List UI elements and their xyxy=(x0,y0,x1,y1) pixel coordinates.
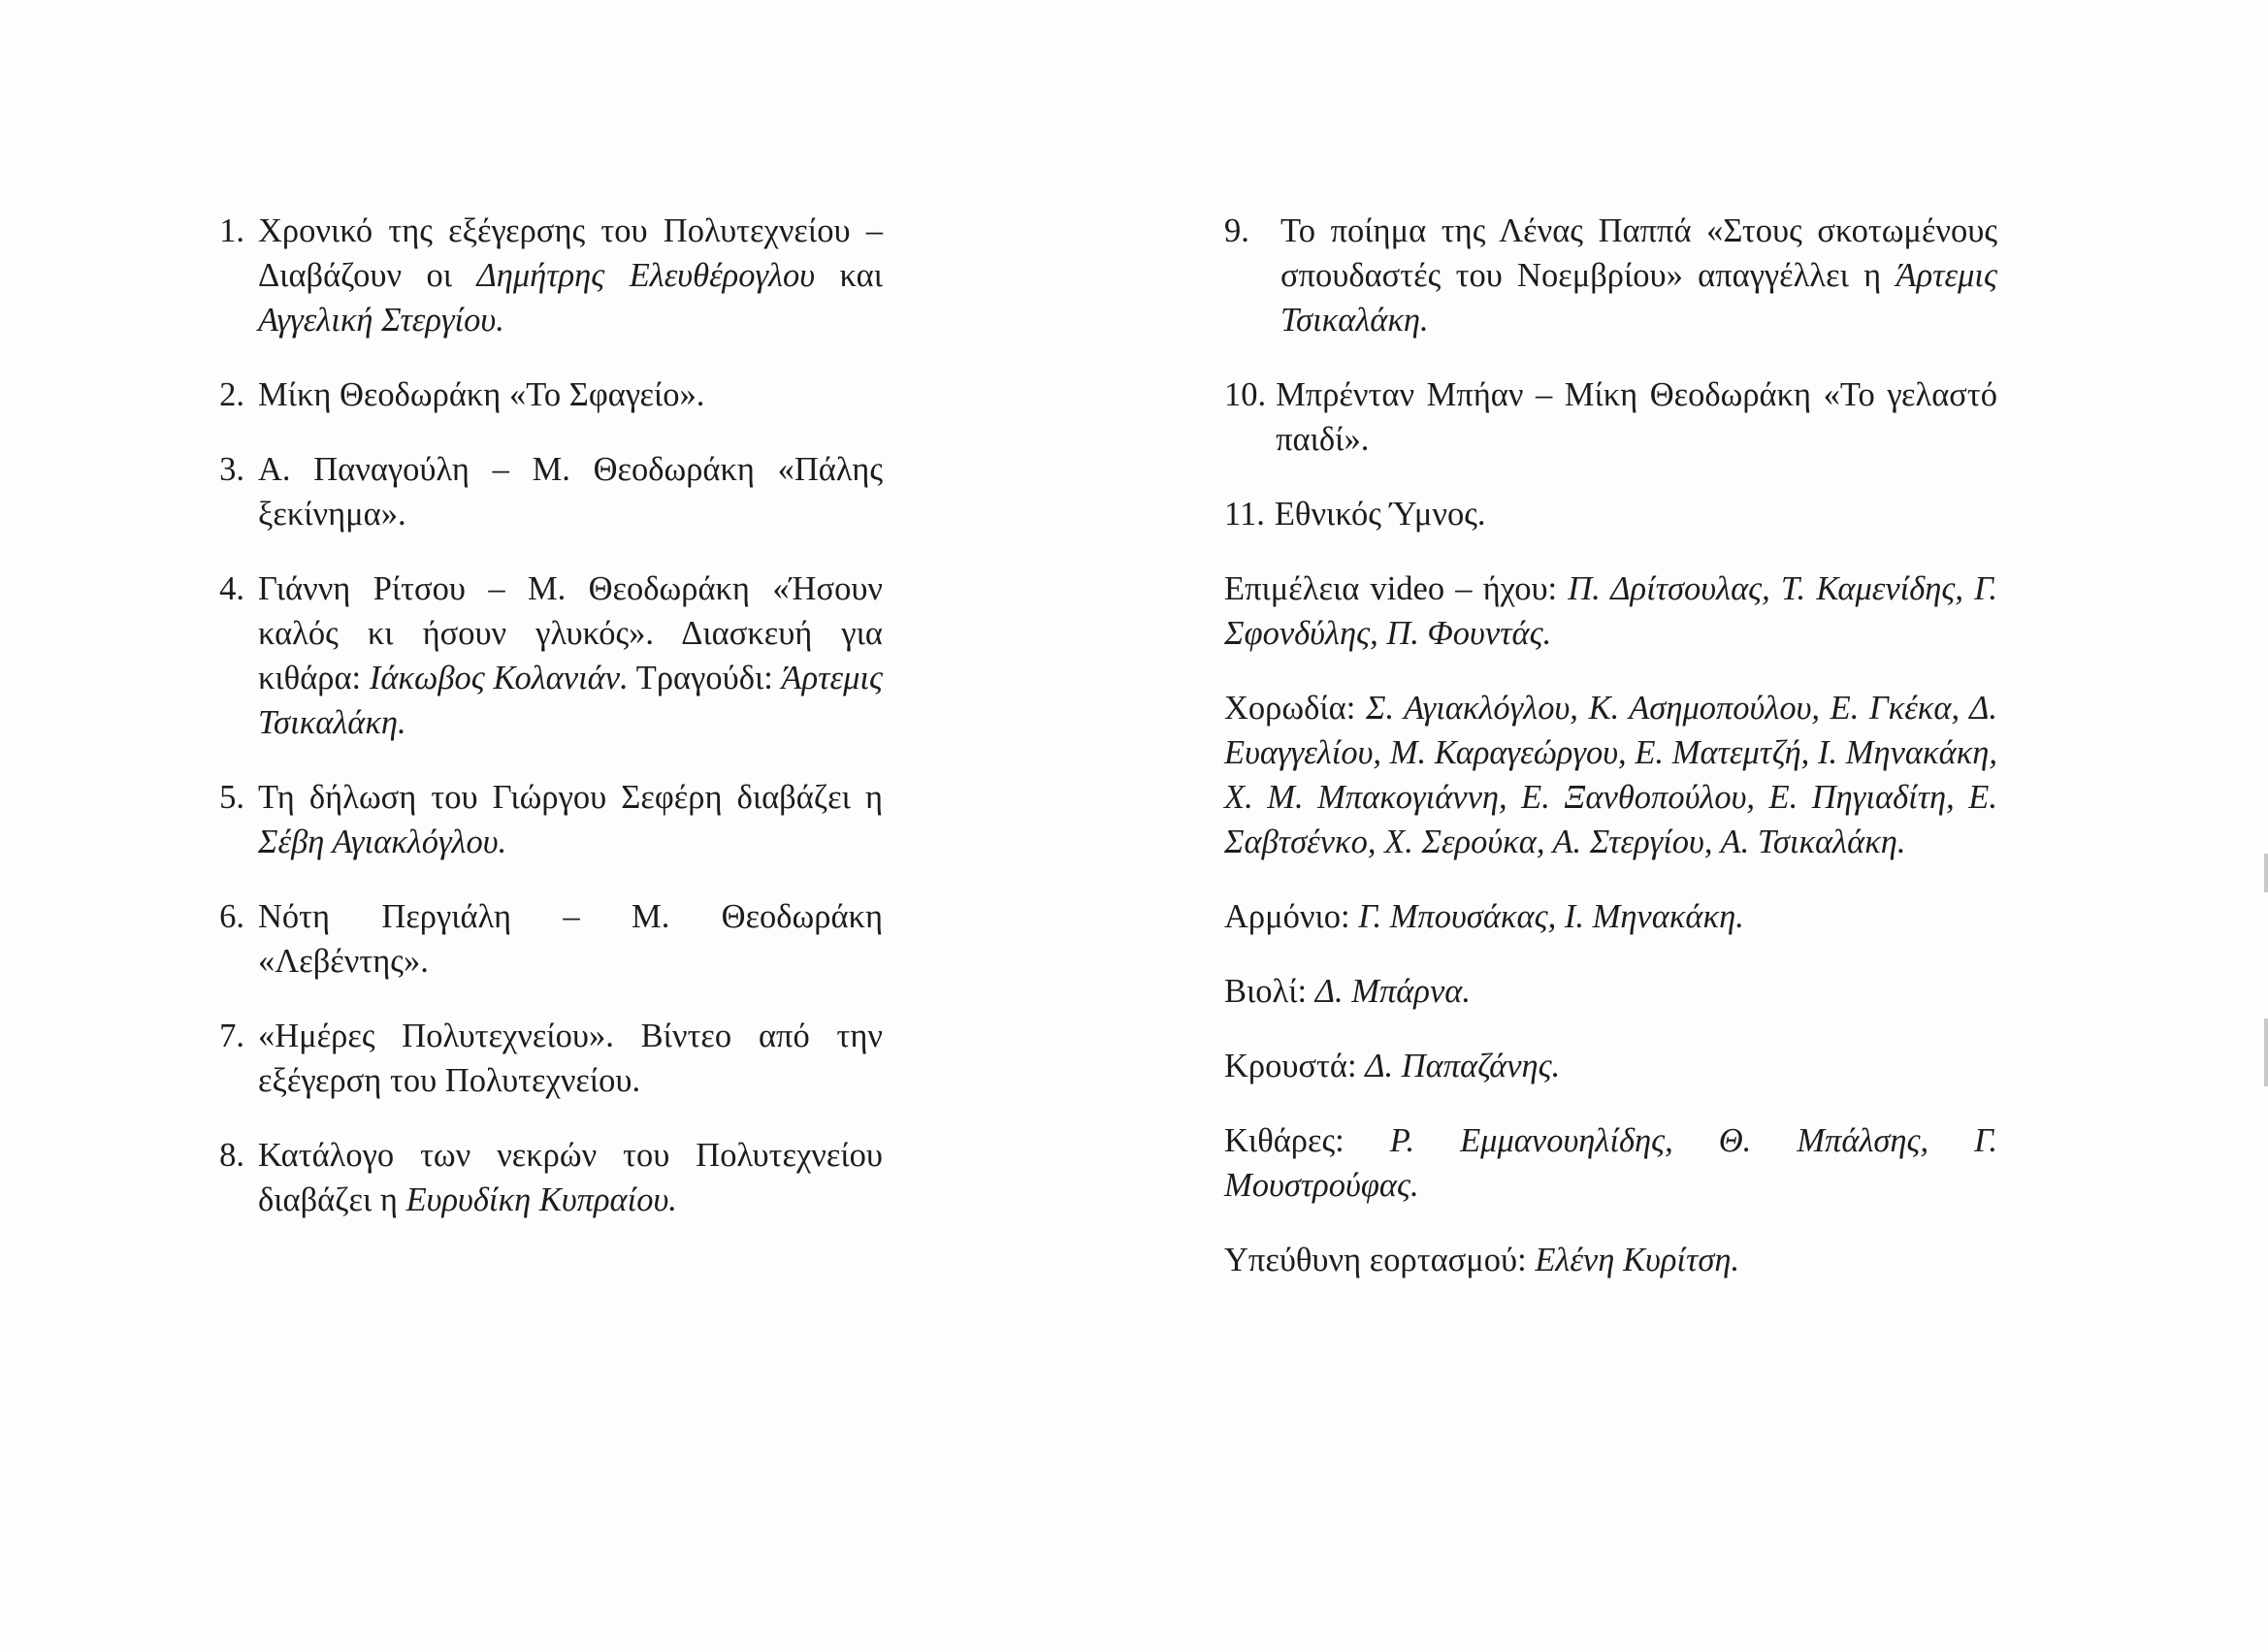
item-text-italic: Άρτεμις Τσικαλάκη. xyxy=(258,660,883,741)
credit-line xyxy=(1224,1044,1997,1088)
item-number: 10. xyxy=(1224,376,1267,413)
item-text-italic: Ιάκωβος Κολανιάν. xyxy=(369,660,629,696)
program-item xyxy=(196,894,883,984)
credit-label: Επιμέλεια video – ήχου: xyxy=(1224,570,1569,607)
item-text xyxy=(258,775,883,864)
item-text-segment: και xyxy=(815,257,883,294)
item-text xyxy=(258,372,883,417)
credit-label: Βιολί: xyxy=(1224,973,1315,1010)
credit-label: Χορωδία: xyxy=(1224,690,1366,727)
item-text-italic: Δημήτρης Ελευθέρογλου xyxy=(476,257,816,294)
item-text-italic: Αγγελική Στεργίου. xyxy=(258,302,504,339)
item-text-segment: Νότη Περγιάλη – Μ. Θεοδωράκη «Λεβέντης». xyxy=(258,898,883,980)
scan-edge-mark xyxy=(2264,1018,2268,1086)
credit-names: Δ. Μπάρνα. xyxy=(1314,973,1472,1010)
item-text-segment: Τραγούδι: xyxy=(628,660,782,696)
program-item xyxy=(196,566,883,745)
credit-names: Ελένη Κυρίτση. xyxy=(1535,1242,1740,1278)
credit-names: Δ. Παπαζάνης. xyxy=(1365,1048,1561,1084)
item-text-segment: Εθνικός Ύμνος. xyxy=(1274,496,1486,533)
credits-section xyxy=(1224,566,1997,1282)
item-number: 2. xyxy=(219,376,244,413)
item-text-italic: Άρτεμις Τσικαλάκη. xyxy=(1280,257,1997,339)
credit-line xyxy=(1224,566,1997,656)
program-list-right xyxy=(1224,209,1997,536)
item-text xyxy=(258,566,883,745)
item-text-segment: Α. Παναγούλη – Μ. Θεοδωράκη «Πάλης ξεκίνημα». xyxy=(258,451,883,533)
item-text-segment: Γιάννη Ρίτσου – Μ. Θεοδωράκη «Ήσουν καλός κι ήσουν γλυκός». Διασκευή για κιθάρα: xyxy=(258,570,883,696)
program-item xyxy=(196,1133,883,1222)
item-text-italic: Σέβη Αγιακλόγλου. xyxy=(258,824,507,860)
item-number: 5. xyxy=(219,779,244,816)
item-text-segment: Χρονικό της εξέγερσης του Πολυτεχνείου – Διαβάζουν οι xyxy=(258,212,883,294)
item-text xyxy=(258,447,883,536)
program-item xyxy=(196,775,883,864)
program-item xyxy=(1224,492,1997,536)
item-text xyxy=(258,1133,883,1222)
program-item xyxy=(196,372,883,417)
right-column xyxy=(1224,209,1997,1312)
left-column xyxy=(196,209,883,1252)
item-text xyxy=(1275,492,1997,536)
credit-line xyxy=(1224,894,1997,939)
item-text-segment: Μίκη Θεοδωράκη «Το Σφαγείο». xyxy=(258,376,705,413)
item-text-segment: Το ποίημα της Λένας Παππά «Στους σκοτωμένους σπουδαστές του Νοεμβρίου» απαγγέλλει η xyxy=(1280,212,1997,294)
item-text-italic: Ευρυδίκη Κυπραίου. xyxy=(405,1181,677,1218)
program-item xyxy=(196,1014,883,1103)
credit-label: Κιθάρες: xyxy=(1224,1122,1390,1159)
credit-label: Αρμόνιο: xyxy=(1224,898,1359,935)
item-number: 7. xyxy=(219,1018,244,1054)
item-number: 11. xyxy=(1224,496,1265,533)
scan-edge-mark xyxy=(2264,854,2268,892)
item-text xyxy=(1280,209,1997,342)
credit-names: Π. Δρίτσουλας, Τ. Καμενίδης, Γ. Σφονδύλης, Π. Φουντάς. xyxy=(1224,570,1997,652)
item-number: 4. xyxy=(219,570,244,607)
credit-line xyxy=(1224,1238,1997,1282)
credit-names: Γ. Μπουσάκας, Ι. Μηνακάκη. xyxy=(1358,898,1744,935)
item-number: 8. xyxy=(219,1137,244,1174)
item-number: 6. xyxy=(219,898,244,935)
credit-label: Κρουστά: xyxy=(1224,1048,1366,1084)
program-item xyxy=(196,447,883,536)
item-number: 3. xyxy=(219,451,244,488)
item-text xyxy=(258,894,883,984)
program-item xyxy=(196,209,883,342)
credit-label: Υπεύθυνη εορτασμού: xyxy=(1224,1242,1536,1278)
item-text-segment: Τη δήλωση του Γιώργου Σεφέρη διαβάζει η xyxy=(258,779,883,816)
item-text xyxy=(1276,372,1997,462)
item-text-segment: Μπρένταν Μπήαν – Μίκη Θεοδωράκη «Το γελαστό παιδί». xyxy=(1276,376,1997,458)
credit-names: Σ. Αγιακλόγλου, Κ. Ασημοπούλου, Ε. Γκέκα, Δ. Ευαγγελίου, Μ. Καραγεώργου, Ε. Ματεμτζή, Ι. Μηνακάκη, Χ. Μ. Μπακογιάννη, Ε. Ξανθοπούλου, Ε. Πηγιαδίτη, Ε. Σαβτσένκο, Χ. Σερούκα, Α. Στεργίου, Α. Τσικαλάκη. xyxy=(1224,690,1998,860)
item-text-segment: Κατάλογο των νεκρών του Πολυτεχνείου διαβάζει η xyxy=(258,1137,883,1218)
credit-line xyxy=(1224,686,1997,864)
item-text xyxy=(258,209,883,342)
program-item xyxy=(1224,372,1997,462)
credit-names: Ρ. Εμμανουηλίδης, Θ. Μπάλσης, Γ. Μουστρούφας. xyxy=(1224,1122,1998,1204)
program-item xyxy=(1224,209,1997,342)
credit-line xyxy=(1224,1118,1997,1208)
item-text-segment: «Ημέρες Πολυτεχνείου». Βίντεο από την εξέγερση του Πολυτεχνείου. xyxy=(258,1018,883,1099)
item-number: 1. xyxy=(219,212,244,249)
credit-line xyxy=(1224,969,1997,1014)
item-number: 9. xyxy=(1224,212,1249,249)
item-text xyxy=(258,1014,883,1103)
program-list-left xyxy=(196,209,883,1222)
